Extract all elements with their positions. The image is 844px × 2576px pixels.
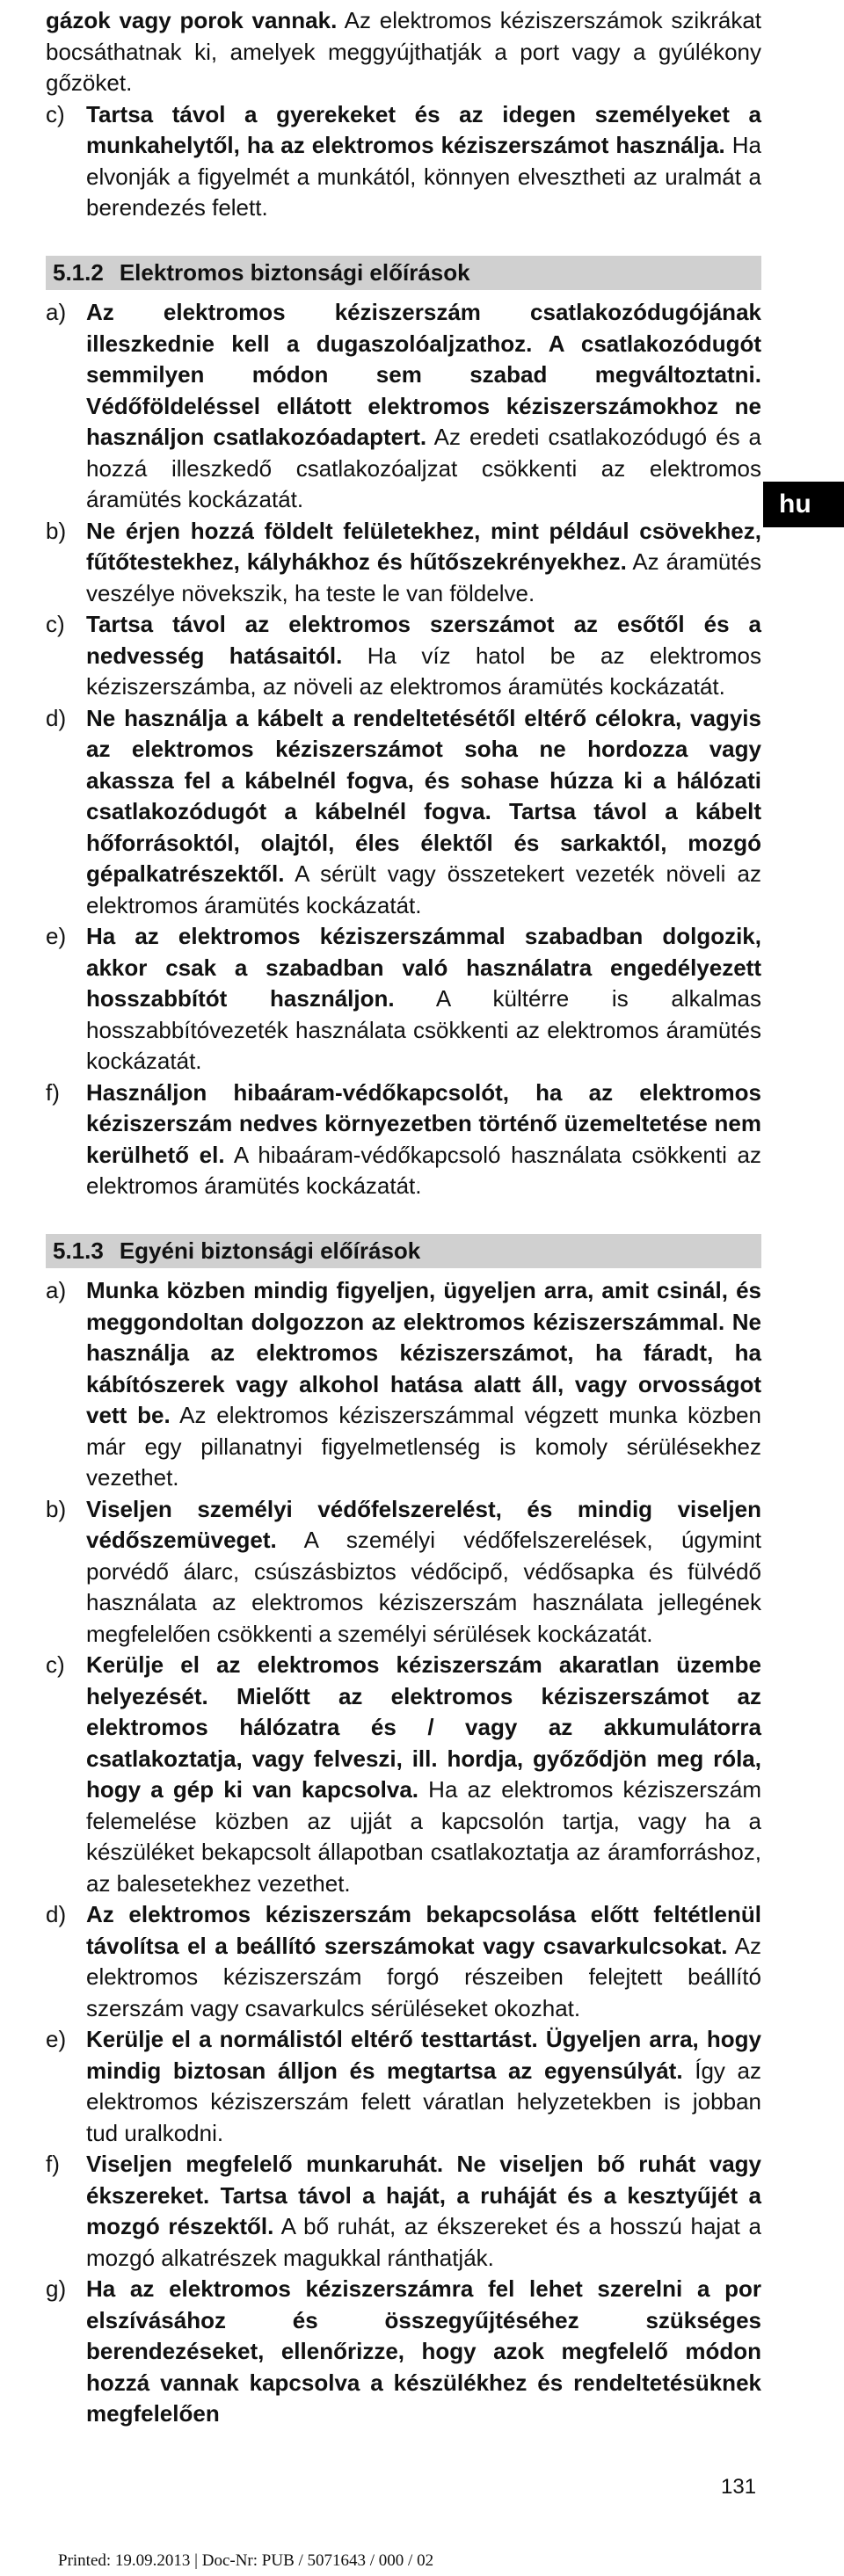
section-heading-5-1-2 [46, 256, 761, 291]
item-marker: d) [46, 1901, 67, 1927]
section-number: 5.1.3 [53, 1237, 104, 1264]
item-marker: c) [46, 1651, 65, 1678]
item-bold: Az elektromos kéziszerszám csatlakozódugójának illeszkednie kell a dugaszolóaljzathoz. A csatlakozódugót semmilyen módon sem szabad megváltoztatni. Védőföldeléssel ellátott elektromos kéziszerszámokhoz ne használjon csatlakozóadaptert. [86, 299, 761, 450]
item-normal: A hibaáram-védőkapcsoló használata csökkenti az elektromos áramütés kockázatát. [86, 1141, 761, 1199]
item-bold: Ha az elektromos kéziszerszámra fel lehet szerelni a por elszívásához és összegyűjtéséhez szükséges berendezéseket, ellenőrizze, hogy azok megfelelő módon hozzá vannak kapcsolva a készülékhez és rendeltetésüknek megfelelően [86, 2275, 761, 2427]
list-item-513-c [46, 1650, 761, 1899]
list-item-512-a [46, 297, 761, 516]
list-item-513-f [46, 2149, 761, 2274]
item-normal: Az eredeti csatlakozódugó és a hozzá illeszkedő csatlakozóaljzat csökkenti az elektromos áramütés kockázatát. [86, 424, 762, 512]
item-bold: Használjon hibaáram-védőkapcsolót, ha az elektromos kéziszerszám nedves környezetben történő üzemeltetése nem kerülhető el. [86, 1078, 761, 1168]
item-bold: Ne használja a kábelt a rendeltetésétől eltérő célokra, vagyis az elektromos kéziszerszámot soha ne hordozza vagy akassza fel a kábelnél fogva, és sohase húzza ki a hálózati csatlakozódugót a kábelnél fogva. Tartsa távol a kábelt hőforrásoktól, olajtól, éles élektől és sarkaktól, mozgó gépalkatrészektől. [86, 704, 761, 887]
list-item-513-b [46, 1494, 761, 1651]
item-marker: e) [46, 923, 67, 949]
item-text [86, 1275, 761, 1494]
item-bold: Ne érjen hozzá földelt felületekhez, mint például csövekhez, fűtőtestekhez, kályhákhoz és hűtőszekrényekhez. [86, 517, 761, 575]
item-bold: Munka közben mindig figyeljen, ügyeljen arra, amit csinál, és meggondoltan dolgozzon az elektromos kéziszerszámmal. Ne használja az elektromos kéziszerszámot, ha fáradt, ha kábítószerek vagy alkohol hatása alatt áll, vagy orvosságot vett be. [86, 1277, 761, 1428]
item-text [86, 1494, 761, 1651]
item-marker: a) [46, 1277, 67, 1303]
item-text [86, 2024, 761, 2149]
item-bold: Az elektromos kéziszerszám bekapcsolása előtt feltétlenül távolítsa el a beállító szerszámokat vagy csavarkulcsokat. [86, 1901, 761, 1959]
intro-paragraph [46, 5, 761, 99]
item-normal: Az áramütés veszélye növekszik, ha teste le van földelve. [86, 548, 762, 606]
list-item-513-d [46, 1899, 761, 2024]
item-marker: c) [46, 611, 65, 637]
item-bold: Kerülje el az elektromos kéziszerszám akaratlan üzembe helyezését. Mielőtt az elektromos kéziszerszámot az elektromos hálózatra és / vagy az akkumulátorra csatlakoztatja, vagy felveszi, ill. hordja, győződjön meg róla, hogy a gép ki van kapcsolva. [86, 1651, 761, 1803]
item-text [86, 516, 761, 610]
item-bold: Tartsa távol az elektromos szerszámot az esőtől és a nedvesség hatásaitól. [86, 611, 761, 669]
list-item-513-g [46, 2274, 761, 2430]
section-title: Egyéni biztonsági előírások [119, 1237, 421, 1264]
page-number: 131 [721, 2475, 757, 2499]
list-item-512-b [46, 516, 761, 610]
item-marker: f) [46, 1078, 60, 1106]
item-normal: Ha az elektromos kéziszerszám felemelése közben az ujját a kapcsolón tartja, vagy ha a készüléket bekapcsolt állapotban csatlakoztatja az áramforráshoz, az balesetekhez vezethet. [86, 1776, 761, 1897]
item-text [86, 99, 761, 224]
intro-text: Az elektromos kéziszerszámok szikrákat bocsáthatnak ki, amelyek meggyújthatják a port vagy a gyúlékony gőzöket. [46, 7, 762, 96]
item-text [86, 1899, 761, 2024]
list-item-0-c [46, 99, 761, 224]
item-text [86, 297, 761, 516]
item-normal: A bő ruhát, az ékszereket és a hosszú hajat a mozgó alkatrészek magukkal ránthatják. [86, 2213, 761, 2271]
item-normal: A sérült vagy összetekert vezeték növeli az elektromos áramütés kockázatát. [86, 860, 761, 918]
item-text [86, 921, 761, 1078]
item-marker: d) [46, 704, 67, 731]
list-item-512-c [46, 609, 761, 703]
item-marker: b) [46, 1495, 67, 1522]
section-heading-5-1-3 [46, 1234, 761, 1269]
item-normal: Ha elvonják a figyelmét a munkától, könnyen elvesztheti az uralmát a berendezés felett. [86, 132, 761, 221]
item-text [86, 703, 761, 922]
item-text [86, 2149, 761, 2274]
item-bold: Tartsa távol a gyerekeket és az idegen személyeket a munkahelytől, ha az elektromos kéziszerszámot használja. [86, 100, 761, 158]
item-normal: A kültérre is alkalmas hosszabbítóvezeték használata csökkenti az elektromos áramütés kockázatát. [86, 985, 761, 1074]
item-marker: f) [46, 2151, 60, 2177]
list-item-513-e [46, 2024, 761, 2149]
list-item-512-d [46, 703, 761, 922]
section-title: Elektromos biztonsági előírások [119, 258, 470, 286]
item-marker: e) [46, 2026, 67, 2052]
item-text [86, 2274, 761, 2430]
item-bold: Kerülje el a normálistól eltérő testtartást. Ügyeljen arra, hogy mindig biztosan álljon és megtartsa az egyensúlyát. [86, 2026, 761, 2084]
item-marker: c) [46, 100, 65, 127]
item-normal: Az elektromos kéziszerszám forgó részeiben felejtett beállító szerszám vagy csavarkulcs sérüléseket okozhat. [86, 1932, 761, 2021]
item-bold: Ha az elektromos kéziszerszámmal szabadban dolgozik, akkor csak a szabadban való használatra engedélyezett hosszabbítót használjon. [86, 923, 761, 1012]
list-item-512-e [46, 921, 761, 1078]
item-marker: g) [46, 2275, 67, 2302]
page-body [46, 5, 761, 2430]
item-text [86, 609, 761, 703]
intro-bold: gázok vagy porok vannak. [46, 7, 338, 33]
item-normal: Így az elektromos kéziszerszám felett váratlan helyzetekben is jobban tud uralkodni. [86, 2057, 762, 2146]
item-normal: A személyi védőfelszerelések, úgymint porvédő álarc, csúszásbiztos védőcipő, védősapka és fülvédő használata az elektromos kéziszerszám használata jellegének megfelelően csökkenti a személyi sérülések kockázatát. [86, 1527, 761, 1647]
item-marker: b) [46, 517, 67, 544]
item-bold: Viseljen személyi védőfelszerelést, és mindig viseljen védőszemüveget. [86, 1495, 761, 1553]
item-text [86, 1650, 761, 1899]
item-text [86, 1078, 761, 1202]
item-marker: a) [46, 299, 67, 325]
item-normal: Az elektromos kéziszerszámmal végzett munka közben már egy pillanatnyi figyelmetlenség is komoly sérülésekhez vezethet. [86, 1402, 761, 1491]
print-footer: Printed: 19.09.2013 | Doc-Nr: PUB / 5071643 / 000 / 02 [58, 2551, 434, 2570]
section-number: 5.1.2 [53, 258, 104, 286]
list-item-513-a [46, 1275, 761, 1494]
list-item-512-f [46, 1078, 761, 1202]
item-normal: Ha víz hatol be az elektromos kéziszerszámba, az növeli az elektromos áramütés kockázatát. [86, 642, 761, 700]
item-bold: Viseljen megfelelő munkaruhát. Ne viseljen bő ruhát vagy ékszereket. Tartsa távol a haját, a ruháját és a kesztyűjét a mozgó részektől. [86, 2151, 761, 2239]
language-tab: hu [763, 482, 844, 527]
